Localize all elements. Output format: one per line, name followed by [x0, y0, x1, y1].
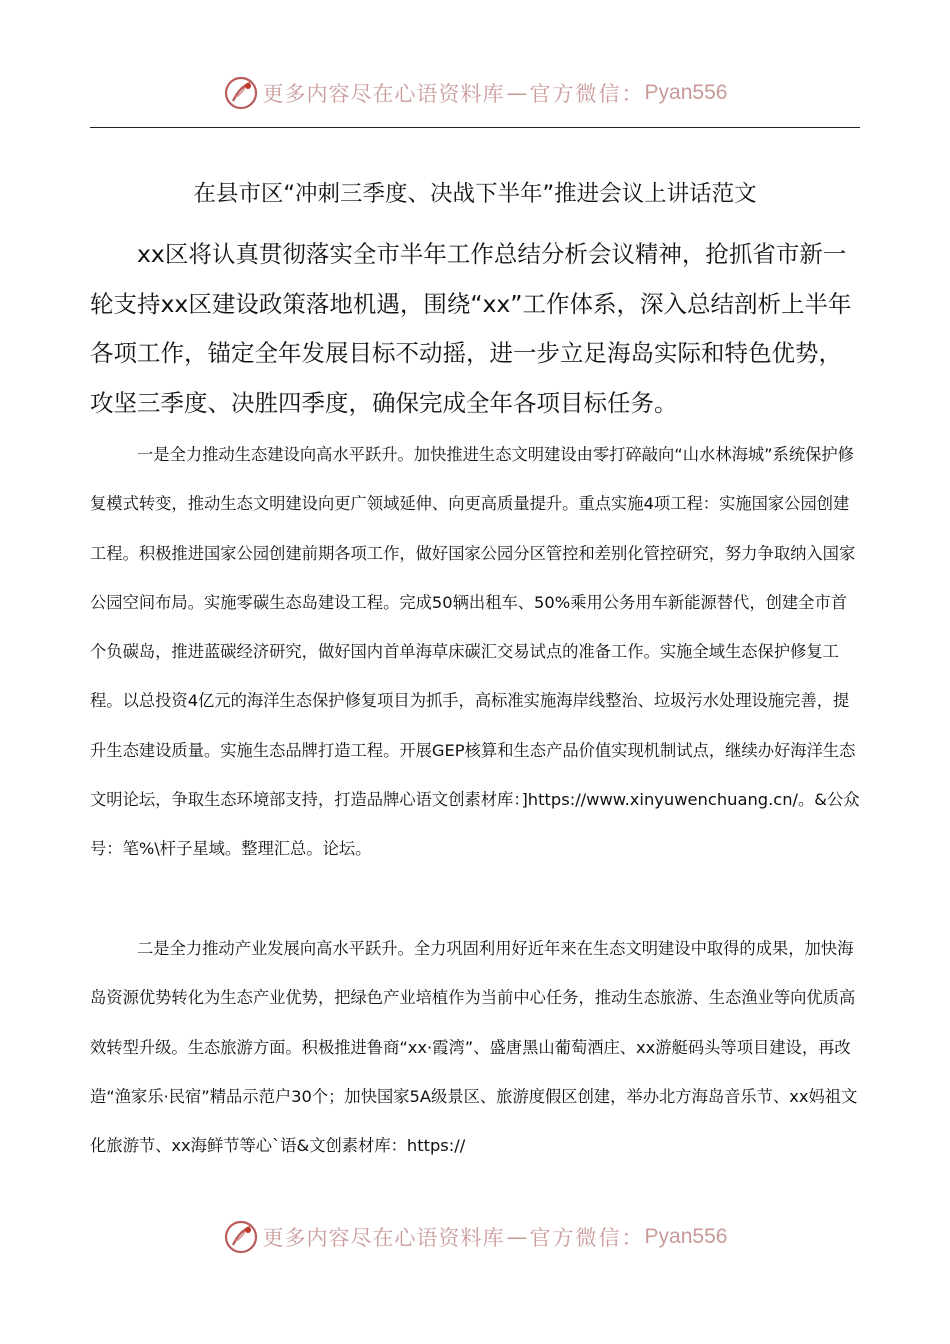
wechat-id: Pyan556: [644, 1225, 728, 1248]
body-paragraph-ecology: 一是全力推动生态建设向高水平跃升。加快推进生态文明建设由零打碎敲向“山水林海城”系统保护修复模式转变，推动生态文明建设向更广领域延伸、向更高质量提升。重点实施4项工程：实施国家公园创建工程。积极推进国家公园创建前期各项工作，做好国家公园分区管控和差别化管控研究，努力争取纳入国家公园空间布局。实施零碳生态岛建设工程。完成50辆出租车、50%乘用公务用车新能源替代，创建全市首个负碳岛，推进蓝碳经济研究，做好国内首单海草床碳汇交易试点的准备工作。实施全域生态保护修复工程。以总投资4亿元的海洋生态保护修复项目为抓手，高标准实施海岸线整治、垃圾污水处理设施完善，提升生态建设质量。实施生态品牌打造工程。开展GEP核算和生态产品价值实现机制试点，继续办好海洋生态文明论坛，争取生态环境部支持，打造品牌心语文创素材库：]https://www.xinyuwenchuang.cn/。&公众号：笔%\杆子星域。整理汇总。论坛。: [90, 445, 860, 859]
document-title: 在县市区“冲刺三季度、决战下半年”推进会议上讲话范文: [193, 181, 757, 207]
brand-separator: —: [506, 1225, 528, 1249]
rose-quill-logo-icon: [223, 1219, 259, 1255]
header-divider: [90, 127, 860, 128]
header-watermark-banner: [0, 73, 950, 113]
wechat-label: 官方微信：: [529, 82, 645, 106]
rose-quill-logo-icon: [223, 75, 259, 111]
brand-text: 更多内容尽在心语资料库: [262, 1226, 505, 1250]
lead-paragraph: xx区将认真贯彻落实全市半年工作总结分析会议精神，抢抓省市新一轮支持xx区建设政策落地机遇，围绕“xx”工作体系，深入总结剖析上半年各项工作，锚定全年发展目标不动摇，进一步立足海岛实际和特色优势，攻坚三季度、决胜四季度，确保完成全年各项目标任务。: [90, 240, 852, 417]
wechat-label: 官方微信：: [529, 1226, 645, 1250]
wechat-id: Pyan556: [644, 81, 728, 104]
brand-text: 更多内容尽在心语资料库: [262, 82, 505, 106]
brand-separator: —: [506, 81, 528, 105]
body-paragraph-industry: 二是全力推动产业发展向高水平跃升。全力巩固利用好近年来在生态文明建设中取得的成果，加快海岛资源优势转化为生态产业优势，把绿色产业培植作为当前中心任务，推动生态旅游、生态渔业等向优质高效转型升级。生态旅游方面。积极推进鲁商“xx·霞湾”、盛唐黑山葡萄酒庄、xx游艇码头等项目建设，再改造“渔家乐·民宿”精品示范户30个；加快国家5A级景区、旅游度假区创建，举办北方海岛音乐节、xx妈祖文化旅游节、xx海鲜节等心`语&文创素材库：https://: [90, 939, 858, 1156]
footer-watermark-banner: [0, 1217, 950, 1257]
